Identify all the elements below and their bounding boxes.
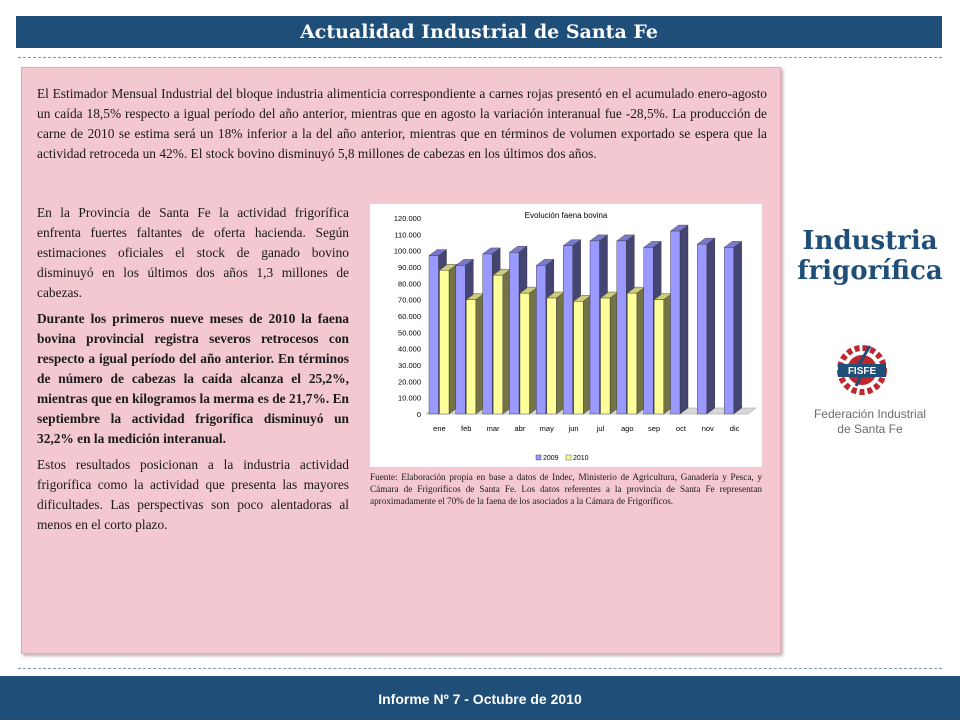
bar-2010-sep bbox=[654, 294, 672, 414]
legend-swatch-2010 bbox=[566, 455, 571, 460]
bar-2010-ago bbox=[627, 287, 645, 414]
chart-title: Evolución faena bovina bbox=[524, 211, 608, 220]
top-divider bbox=[18, 57, 942, 58]
chart-container bbox=[370, 204, 762, 467]
y-tick-label: 0 bbox=[416, 410, 421, 419]
x-tick-label: abr bbox=[514, 424, 526, 433]
legend-label-2010: 2010 bbox=[573, 455, 589, 462]
bar-2009-dic bbox=[724, 241, 742, 414]
y-tick-label: 50.000 bbox=[398, 328, 421, 338]
report-header bbox=[16, 16, 942, 48]
y-tick-label: 100.000 bbox=[393, 246, 421, 256]
bar-2009-oct bbox=[671, 225, 689, 414]
section-title-line1: Industria bbox=[802, 226, 938, 256]
logo-name-line2: de Santa Fe bbox=[837, 422, 903, 436]
x-tick-label: oct bbox=[675, 424, 686, 433]
y-tick-label: 30.000 bbox=[398, 361, 421, 370]
y-tick-label: 60.000 bbox=[398, 312, 421, 321]
x-tick-label: jun bbox=[568, 424, 579, 433]
y-tick-label: 80.000 bbox=[398, 279, 421, 289]
section-title bbox=[780, 226, 960, 286]
bar-2010-abr bbox=[520, 287, 538, 414]
section-title-line2: frigorífica bbox=[797, 256, 943, 286]
x-tick-label: jul bbox=[596, 424, 605, 433]
x-tick-label: ago bbox=[620, 424, 634, 433]
bar-group bbox=[429, 225, 742, 414]
bar-2009-nov bbox=[697, 238, 715, 414]
x-tick-label: mar bbox=[486, 424, 500, 433]
y-tick-label: 120.000 bbox=[393, 214, 421, 223]
bar-2010-may bbox=[547, 292, 565, 414]
y-tick-label: 10.000 bbox=[398, 393, 421, 403]
bottom-divider bbox=[18, 668, 942, 669]
x-tick-label: feb bbox=[461, 424, 472, 433]
y-tick-label: 20.000 bbox=[398, 377, 421, 387]
intro-paragraph: El Estimador Mensual Industrial del bloque industria alimenticia correspondiente a carnes rojas presentó en el acumulado enero-agosto un caída 18,5% respecto a igual período del año anterior, mientras que en agosto la variación interanual fue -28,5%. La producción de carne de 2010 se estima será un 18% inferior a la del año anterior, mientras que en términos de volumen exportado se espera que la actividad retroceda un 42%. El stock bovino disminuyó 5,8 millones de cabezas en los últimos dos años. bbox=[37, 86, 767, 161]
x-axis bbox=[433, 424, 739, 433]
chart-legend bbox=[536, 455, 589, 462]
bar-2010-jul bbox=[601, 292, 619, 414]
y-tick-label: 90.000 bbox=[398, 263, 421, 272]
x-tick-label: may bbox=[539, 424, 554, 433]
footer-text: Informe Nº 7 - Octubre de 2010 bbox=[378, 691, 582, 707]
bar-2010-jun bbox=[574, 295, 592, 414]
legend-label-2009: 2009 bbox=[543, 455, 559, 462]
fisfe-logo bbox=[800, 340, 940, 440]
slaughter-chart bbox=[370, 204, 762, 467]
paragraph-slaughter: Durante los primeros nueve meses de 2010 la faena bovina provincial registra severos retrocesos con respecto a igual período del año anterior. En términos de número de cabezas la caída alcanza el 25,2%, mientras que en kilogramos la merma es de 21,7%. En septiembre la actividad frigorífica disminuyó un 32,2% en la medición interanual. bbox=[37, 311, 349, 446]
bar-2010-feb bbox=[466, 294, 484, 414]
bar-2010-ene bbox=[440, 264, 458, 414]
report-footer bbox=[0, 676, 960, 720]
logo-name-line1: Federación Industrial bbox=[813, 407, 927, 421]
x-tick-label: ene bbox=[433, 424, 446, 433]
x-tick-label: sep bbox=[648, 424, 661, 433]
chart-source-caption: Fuente: Elaboración propia en base a datos de Indec, Ministerio de Agricultura, Ganadería y Pesca, y Cámara de Frigoríficos de Santa Fe. Los datos referentes a la provincia de Santa Fe representan aproximadamente el 70% de la faena de los asociados a la Cámara de Frigoríficos. bbox=[370, 472, 762, 506]
y-tick-label: 110.000 bbox=[394, 230, 421, 240]
header-title: Actualidad Industrial de Santa Fe bbox=[300, 21, 658, 43]
paragraph-supply: En la Provincia de Santa Fe la actividad frigorífica enfrenta fuertes faltantes de oferta hacienda. Según estimaciones oficiales el stock de ganado bovino disminuyó en los últimos dos años 1,3 millones de cabezas. bbox=[37, 205, 349, 300]
y-tick-label: 70.000 bbox=[398, 295, 421, 305]
fisfe-badge-text: FISFE bbox=[847, 366, 877, 377]
y-tick-label: 40.000 bbox=[398, 344, 421, 354]
x-tick-label: dic bbox=[729, 424, 740, 433]
paragraph-outlook: Estos resultados posicionan a la industria actividad frigorífica como la actividad que presenta las mayores dificultades. Las perspectivas son poco alentadoras al menos en el corto plazo. bbox=[37, 457, 349, 532]
x-tick-label: nov bbox=[701, 424, 714, 433]
left-column bbox=[37, 203, 349, 541]
bar-2010-mar bbox=[493, 269, 511, 414]
legend-swatch-2009 bbox=[536, 455, 541, 460]
